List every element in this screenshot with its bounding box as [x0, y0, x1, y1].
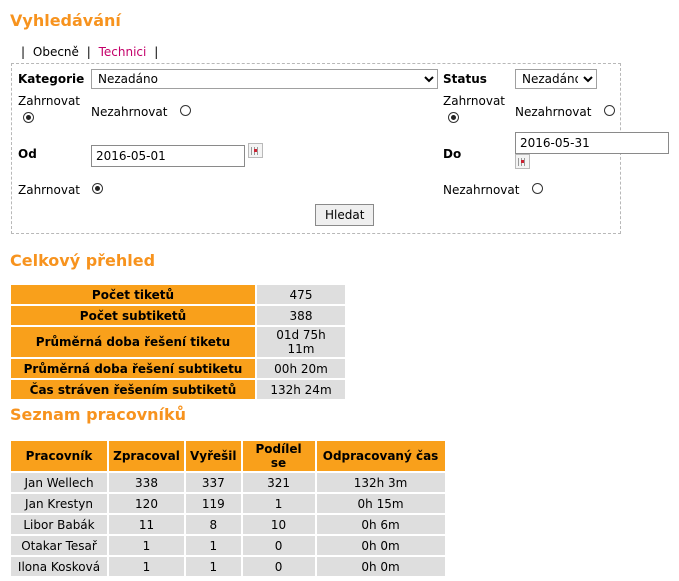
- worker-solved: 337: [186, 473, 241, 492]
- worker-solved: 8: [186, 515, 241, 534]
- table-row: [11, 380, 345, 399]
- overview-label: Počet subtiketů: [11, 306, 255, 325]
- tab-technicians[interactable]: Technici: [98, 45, 147, 59]
- worker-solved: 1: [186, 557, 241, 576]
- overview-value: 01d 75h 11m: [257, 327, 345, 357]
- status-exclude-radio[interactable]: [604, 105, 615, 116]
- worker-solved: 1: [186, 536, 241, 555]
- table-row: [11, 557, 445, 576]
- table-row: [11, 473, 445, 492]
- date-from-input[interactable]: [91, 145, 245, 167]
- workers-table: [9, 439, 447, 578]
- worker-name: Libor Babák: [11, 515, 107, 534]
- table-row: [11, 359, 345, 378]
- table-row: [11, 285, 345, 304]
- overview-value: 00h 20m: [257, 359, 345, 378]
- search-tabs: [17, 45, 162, 59]
- category-include-label: Zahrnovat: [18, 94, 81, 108]
- date-exclude-label: Nezahrnovat: [443, 183, 520, 197]
- overview-label: Průměrná doba řešení subtiketu: [11, 359, 255, 378]
- column-header: Odpracovaný čas: [317, 441, 445, 471]
- date-to-input[interactable]: [515, 132, 669, 154]
- to-label: Do: [443, 147, 462, 161]
- date-include-radio[interactable]: [92, 183, 103, 194]
- worker-participated: 321: [243, 473, 315, 492]
- table-row: [11, 494, 445, 513]
- tab-separator: |: [86, 45, 91, 59]
- overview-label: Počet tiketů: [11, 285, 255, 304]
- worker-participated: 0: [243, 536, 315, 555]
- status-exclude-label: Nezahrnovat: [515, 105, 592, 119]
- calendar-icon[interactable]: [248, 143, 263, 158]
- worker-name: Jan Krestyn: [11, 494, 107, 513]
- status-label: Status: [443, 72, 487, 86]
- worker-processed: 1: [109, 557, 184, 576]
- category-exclude-radio[interactable]: [180, 105, 191, 116]
- column-header: Podílel se: [243, 441, 315, 471]
- worker-name: Jan Wellech: [11, 473, 107, 492]
- table-row: [11, 306, 345, 325]
- column-header: Vyřešil: [186, 441, 241, 471]
- status-select[interactable]: [515, 69, 597, 89]
- worker-processed: 11: [109, 515, 184, 534]
- worker-participated: 0: [243, 557, 315, 576]
- worker-time: 0h 0m: [317, 536, 445, 555]
- overview-label: Průměrná doba řešení tiketu: [11, 327, 255, 357]
- worker-participated: 1: [243, 494, 315, 513]
- overview-value: 475: [257, 285, 345, 304]
- tab-separator: |: [21, 45, 26, 59]
- worker-time: 0h 6m: [317, 515, 445, 534]
- worker-processed: 338: [109, 473, 184, 492]
- table-row: [11, 327, 345, 357]
- calendar-icon[interactable]: [515, 154, 530, 169]
- worker-time: 0h 0m: [317, 557, 445, 576]
- worker-solved: 119: [186, 494, 241, 513]
- date-include-label: Zahrnovat: [18, 183, 81, 197]
- overview-label: Čas stráven řešením subtiketů: [11, 380, 255, 399]
- worker-time: 0h 15m: [317, 494, 445, 513]
- table-row: [11, 536, 445, 555]
- worker-time: 132h 3m: [317, 473, 445, 492]
- worker-participated: 10: [243, 515, 315, 534]
- category-select[interactable]: [91, 69, 438, 89]
- search-title: Vyhledávání: [10, 11, 121, 30]
- tab-general[interactable]: Obecně: [32, 45, 79, 59]
- tab-separator: |: [154, 45, 159, 59]
- date-exclude-radio[interactable]: [532, 183, 543, 194]
- category-label: Kategorie: [18, 72, 85, 86]
- overview-value: 132h 24m: [257, 380, 345, 399]
- worker-processed: 1: [109, 536, 184, 555]
- from-label: Od: [18, 147, 37, 161]
- status-include-label: Zahrnovat: [443, 94, 506, 108]
- column-header: Pracovník: [11, 441, 107, 471]
- worker-name: Ilona Kosková: [11, 557, 107, 576]
- column-header: Zpracoval: [109, 441, 184, 471]
- overview-title: Celkový přehled: [10, 251, 156, 270]
- table-row: [11, 515, 445, 534]
- worker-name: Otakar Tesař: [11, 536, 107, 555]
- overview-table: [9, 283, 347, 401]
- search-button[interactable]: Hledat: [315, 204, 374, 226]
- overview-value: 388: [257, 306, 345, 325]
- category-include-radio[interactable]: [23, 112, 34, 123]
- status-include-radio[interactable]: [448, 112, 459, 123]
- table-header-row: [11, 441, 445, 471]
- workers-title: Seznam pracovníků: [10, 405, 187, 424]
- category-exclude-label: Nezahrnovat: [91, 105, 168, 119]
- worker-processed: 120: [109, 494, 184, 513]
